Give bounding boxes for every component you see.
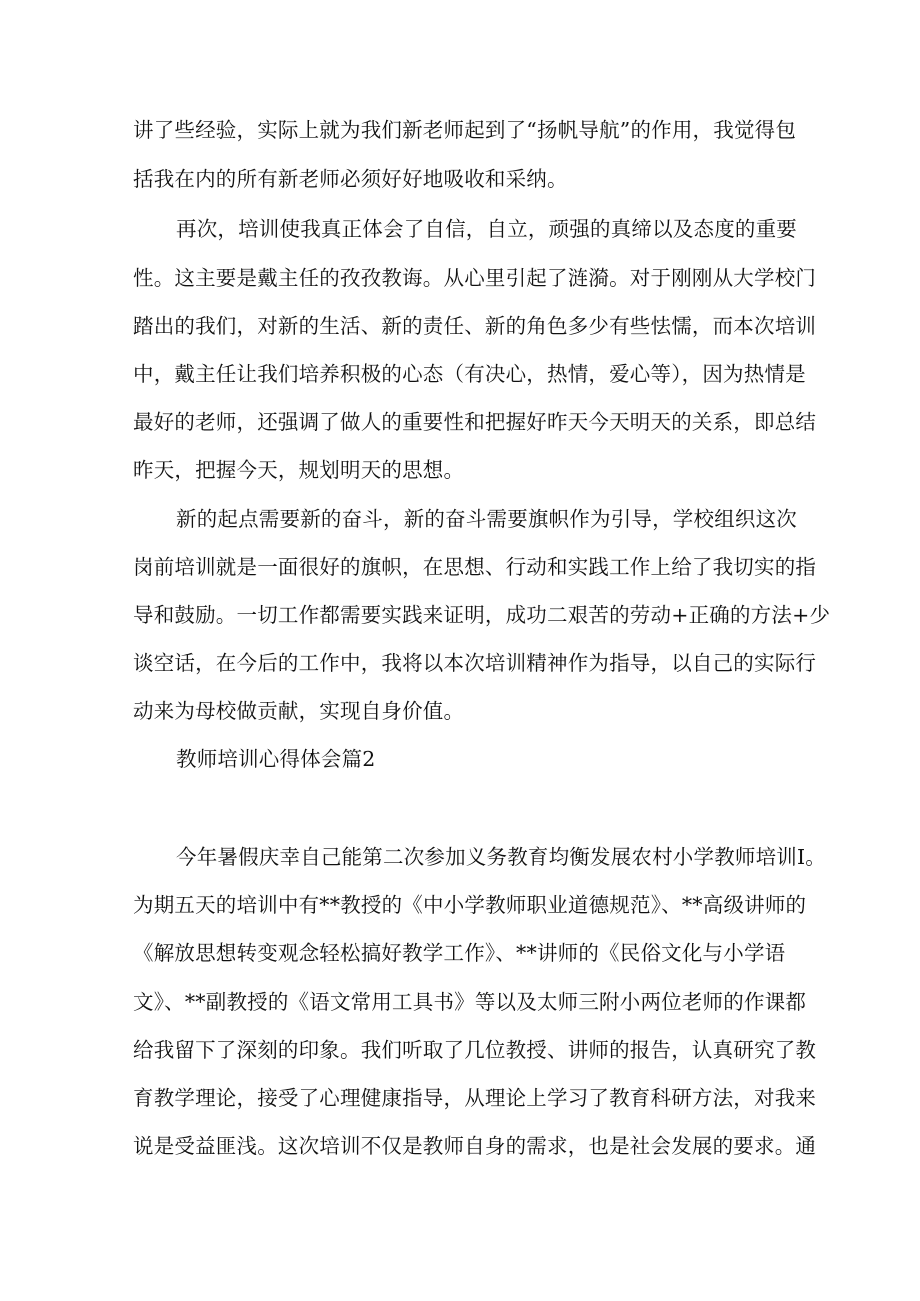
paragraph-line: 岗前培训就是一面很好的旗帜，在思想、行动和实践工作上给了我切实的指: [133, 555, 817, 579]
paragraph-line: 踏出的我们，对新的生活、新的责任、新的角色多少有些怯懦，而本次培训: [133, 314, 817, 338]
paragraph-line: 今年暑假庆幸自己能第二次参加义务教育均衡发展农村小学教师培训I。: [176, 845, 826, 869]
paragraph-line: 为期五天的培训中有**教授的《中小学教师职业道德规范》、**高级讲师的: [133, 893, 807, 917]
paragraph-line: 说是受益匪浅。这次培训不仅是教师自身的需求，也是社会发展的要求。通: [133, 1134, 817, 1158]
paragraph-line: 最好的老师，还强调了做人的重要性和把握好昨天今天明天的关系，即总结: [133, 410, 817, 434]
paragraph-line: 给我留下了深刻的印象。我们听取了几位教授、讲师的报告，认真研究了教: [133, 1038, 817, 1062]
paragraph-line: 中，戴主任让我们培养积极的心态（有决心，热情，爱心等），因为热情是: [133, 362, 806, 386]
paragraph-line: 昨天，把握今天，规划明天的思想。: [133, 458, 465, 482]
paragraph-line: 再次，培训使我真正体会了自信，自立，顽强的真缔以及态度的重要: [176, 217, 797, 241]
paragraph-line: 新的起点需要新的奋斗，新的奋斗需要旗帜作为引导，学校组织这次: [176, 507, 797, 531]
paragraph-line: 动来为母校做贡献，实现自身价值。: [133, 699, 465, 723]
paragraph-line: 性。这主要是戴主任的孜孜教诲。从心里引起了涟漪。对于刚刚从大学校门: [133, 266, 817, 290]
paragraph-line: 《解放思想转变观念轻松搞好教学工作》、**讲师的《民俗文化与小学语: [133, 941, 786, 965]
paragraph-line: 括我在内的所有新老师必须好好地吸收和采纳。: [133, 167, 568, 191]
paragraph-line: 导和鼓励。一切工作都需要实践来证明，成功二艰苦的劳动+正确的方法+少: [133, 603, 831, 627]
paragraph-line: 文》、**副教授的《语文常用工具书》等以及太师三附小两位老师的作课都: [133, 990, 807, 1014]
paragraph-line: 谈空话，在今后的工作中，我将以本次培训精神作为指导，以自己的实际行: [133, 651, 817, 675]
paragraph-line: 育教学理论，接受了心理健康指导，从理论上学习了教育科研方法，对我来: [133, 1086, 817, 1110]
paragraph-line: 讲了些经验，实际上就为我们新老师起到了“扬帆导航”的作用，我觉得包: [133, 118, 797, 142]
section-heading: 教师培训心得体会篇2: [176, 747, 376, 771]
